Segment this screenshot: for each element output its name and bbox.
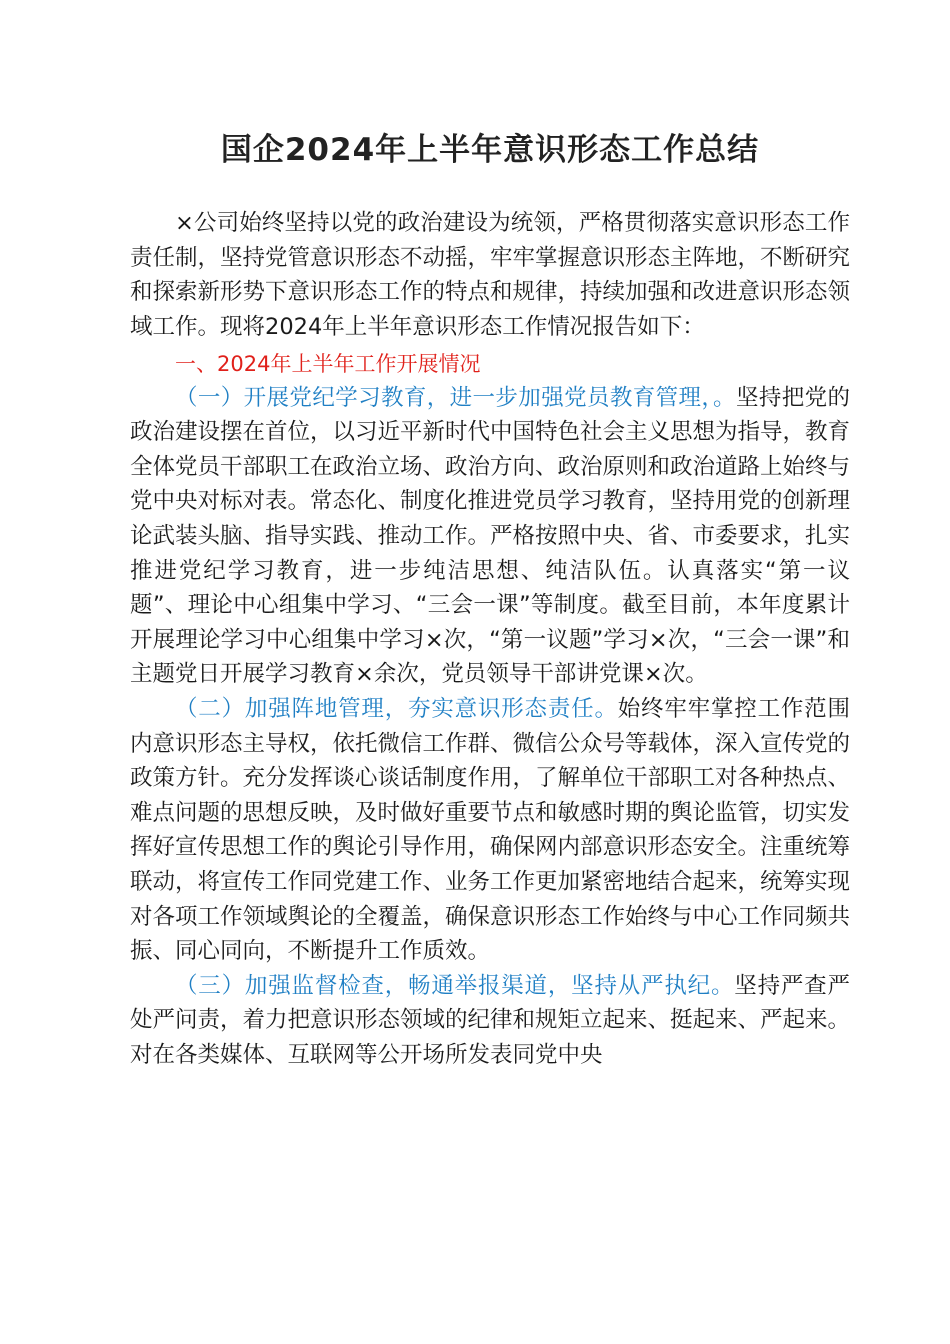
intro-paragraph: ×公司始终坚持以党的政治建设为统领，严格贯彻落实意识形态工作责任制，坚持党管意识形态不动摇，牢牢掌握意识形态主阵地，不断研究和探索新形势下意识形态工作的特点和规律，持续加强和改进意识形态领域工作。现将2024年上半年意识形态工作情况报告如下： bbox=[130, 210, 851, 341]
item-paragraph-1 bbox=[130, 381, 850, 692]
item-body-2: 始终牢牢掌控工作范围内意识形态主导权，依托微信工作群、微信公众号等载体，深入宣传党的政策方针。充分发挥谈心谈话制度作用，了解单位干部职工对各种热点、难点问题的思想反映，及时做好重要节点和敏感时期的舆论监管，切实发挥好宣传思想工作的舆论引导作用，确保网内部意识形态安全。注重统筹联动，将宣传工作同党建工作、业务工作更加紧密地结合起来，统筹实现对各项工作领域舆论的全覆盖，确保意识形态工作始终与中心工作同频共振、同心同向，不断提升工作质效。 bbox=[130, 696, 851, 965]
section-heading-1: 一、2024年上半年工作开展情况 bbox=[175, 351, 481, 376]
item-paragraph-2 bbox=[130, 692, 850, 969]
item-paragraph-3 bbox=[130, 969, 850, 1073]
document-page bbox=[130, 130, 850, 1073]
item-heading-1: （一）开展党纪学习教育，进一步加强党员教育管理，。 bbox=[175, 384, 736, 411]
item-heading-3: （三）加强监督检查，畅通举报渠道，坚持从严执纪。 bbox=[175, 972, 735, 999]
item-heading-2: （二）加强阵地管理，夯实意识形态责任。 bbox=[175, 696, 618, 723]
item-body-3: 坚持严查严处严问责，着力把意识形态领域的纪律和规矩立起来、挺起来、严起来。对在各类媒体、互联网等公开场所发表同党中央 bbox=[130, 972, 851, 1068]
document-title: 国企2024年上半年意识形态工作总结 bbox=[220, 132, 760, 168]
item-body-1: 坚持把党的政治建设摆在首位，以习近平新时代中国特色社会主义思想为指导，教育全体党员干部职工在政治立场、政治方向、政治原则和政治道路上始终与党中央对标对表。常态化、制度化推进党员学习教育，坚持用党的创新理论武装头脑、指导实践、推动工作。严格按照中央、省、市委要求，扎实推进党纪学习教育，进一步纯洁思想、纯洁队伍。认真落实“第一议题”、理论中心组集中学习、“三会一课”等制度。截至目前，本年度累计开展理论学习中心组集中学习×次，“第一议题”学习×次，“三会一课”和主题党日开展学习教育×余次，党员领导干部讲党课×次。 bbox=[130, 384, 851, 688]
